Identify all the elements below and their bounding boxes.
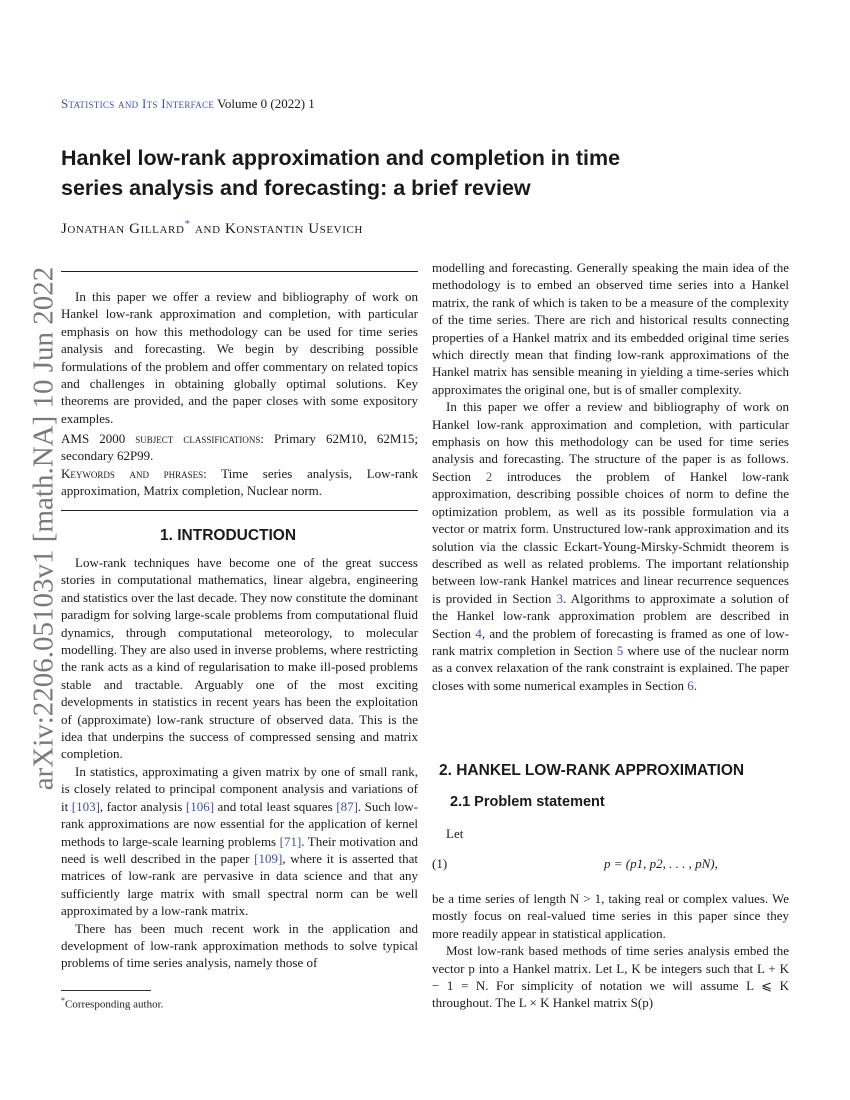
abstract-top-rule [61, 271, 418, 272]
abstract [61, 288, 418, 427]
journal-header [61, 96, 315, 112]
equation-body: p = (p1, p2, . . . , pN), [604, 856, 718, 871]
let-statement [432, 825, 789, 842]
section-2-heading: 2. HANKEL LOW-RANK APPROXIMATION [439, 762, 745, 779]
hankel-embedding-paragraph: Most low-rank based methods of time series analysis embed the vector p into a Hankel matrix. Let L, K be integers such that L + K − 1 = N. For simplicity of notation we will assume L ⩽ K throughout. The L × K Hankel matrix S(p) [432, 943, 789, 1011]
structure-paragraph: In this paper we offer a review and bibliography of work on Hankel low-rank approximation and completion, with particular emphasis on how this methodology can be used for time series analysis and forecasting. The structure of the paper is as follows. Section 2 introduces the problem of Hankel low-rank approximation, describing possible choices of norm to define the optimization problem, as well as its possible formulation via a vector or matrix form. Unstructured low-rank approximation and its solution via the classic Eckart-Young-Mirsky-Schmidt theorem is described as well as related problems. The important relationship between low-rank Hankel matrices and linear recurrence sequences is provided in Section 3. Algorithms to approximate a solution of the Hankel low-rank approximation problem are described in Section 4, and the problem of forecasting is framed as one of low-rank matrix completion in Section 5 where use of the nuclear norm as a convex relaxation of the rank constraint is explained. The paper closes with some numerical examples in Section 6. [432, 399, 789, 693]
journal-volume: Volume 0 (2022) 1 [214, 96, 315, 111]
section-link[interactable]: 5 [616, 642, 624, 658]
authors [61, 218, 363, 238]
right-column-body [432, 259, 789, 694]
intro-paragraph-3: There has been much recent work in the application and development of low-rank approximation methods to solve typical problems of time series analysis, namely those of [61, 920, 418, 971]
keywords-label: Keywords and phrases: [61, 465, 207, 481]
section-link[interactable]: 4 [475, 625, 482, 641]
intro-continuation: modelling and forecasting. Generally speaking the main idea of the methodology is to embed an observed time series into a Hankel matrix, the rank of which is taken to be a measure of the complexity of the time series. There are rich and historical results connecting properties of a Hankel matrix and its embedded original time series which directly mean that finding low-rank approximations of the Hankel matrix has sensible meaning in yielding a time-series which approximates the original one, but is of smaller complexity. [432, 260, 789, 397]
keywords-text: Time series analysis, Low-rank approximation, Matrix completion, Nuclear norm. [61, 465, 418, 499]
citation-link[interactable]: [106] [185, 798, 215, 814]
journal-name-link[interactable]: Statistics and Its Interface [61, 96, 215, 111]
ams-label: AMS 2000 subject classifications: [61, 431, 264, 446]
equation-1 [432, 856, 789, 876]
section-link[interactable]: 2 [485, 468, 493, 484]
footnote-mark-link[interactable]: * [184, 218, 191, 230]
author-usevich: Konstantin Usevich [224, 221, 363, 237]
footnote-mark: * [61, 996, 65, 1005]
citation-link[interactable]: [71] [279, 833, 302, 849]
classification-block [61, 430, 418, 500]
subsection-2-1-heading: 2.1 Problem statement [450, 794, 605, 810]
intro-paragraph-2: In statistics, approximating a given matrix by one of small rank, is closely related to principal component analysis and variations of it [103], factor analysis [106] and total least squares [87]. Such low-rank approximations are now essential for the application of kernel methods to large-scale learning problems [71]. Their motivation and need is well described in the paper [109], where it is asserted that matrices of low-rank are pervasive in data science and that any sufficiently large matrix with small spectral norm can be well approximated by a low-rank matrix. [61, 763, 419, 919]
citation-link[interactable]: [109] [254, 850, 283, 866]
abstract-text: In this paper we offer a review and bibliography of work on Hankel low-rank approximation and completion, with particular emphasis on how this methodology can be used for time series analysis and forecasting. We begin by describing possible formulations of the problem and offer commentary on related topics and challenges in obtaining globally optimal solutions. Key theorems are provided, and the paper closes with some expository examples. [61, 289, 418, 426]
citation-link[interactable]: [103] [71, 798, 100, 814]
author-gillard: Jonathan Gillard [61, 221, 185, 237]
section-1-heading: 1. INTRODUCTION [160, 527, 297, 544]
footnote-rule [61, 990, 151, 991]
abstract-bottom-rule [61, 510, 418, 511]
intro-paragraph-1: Low-rank techniques have become one of the great success stories in computational mathematics, linear algebra, engineering and statistics over the last decade. They now constitute the dominant paradigm for solving large-scale problems from computational fluid dynamics, through computational meteorology, to molecular modelling. They are also used in inverse problems, where restricting the rank acts as a kind of regularisation to make ill-posed problems stable and tractable. Arguably one of the most exciting developments in statistics in recent years has been the exploitation of (approximate) low-rank structure of observed data. This is the idea that underpins the success of compressed sensing and matrix completion. [61, 555, 418, 762]
section-link[interactable]: 3 [556, 590, 563, 606]
citation-link[interactable]: [87] [336, 798, 358, 814]
problem-statement-body [432, 890, 789, 1012]
footnote [61, 996, 163, 1011]
let-text: Let [446, 826, 464, 841]
keywords [61, 465, 418, 500]
paper-title: Hankel low-rank approximation and completion in time series analysis and forecasting: a brief review [61, 146, 621, 200]
author-connector: and [190, 221, 225, 237]
after-equation-text: be a time series of length N > 1, taking real or complex values. We mostly focus on real-valued time series in this paper since they more readily appear in statistical application. [432, 891, 789, 941]
introduction-body [61, 554, 418, 972]
arxiv-id-text: arXiv:2206.05103v1 [math.NA] 10 Jun 2022 [27, 266, 60, 790]
section-link[interactable]: 6 [687, 677, 694, 693]
footnote-text: Corresponding author. [65, 998, 164, 1011]
ams-text: Primary 62M10, 62M15; secondary 62P99. [61, 431, 418, 464]
equation-number: (1) [432, 856, 448, 871]
ams-classification [61, 430, 418, 465]
